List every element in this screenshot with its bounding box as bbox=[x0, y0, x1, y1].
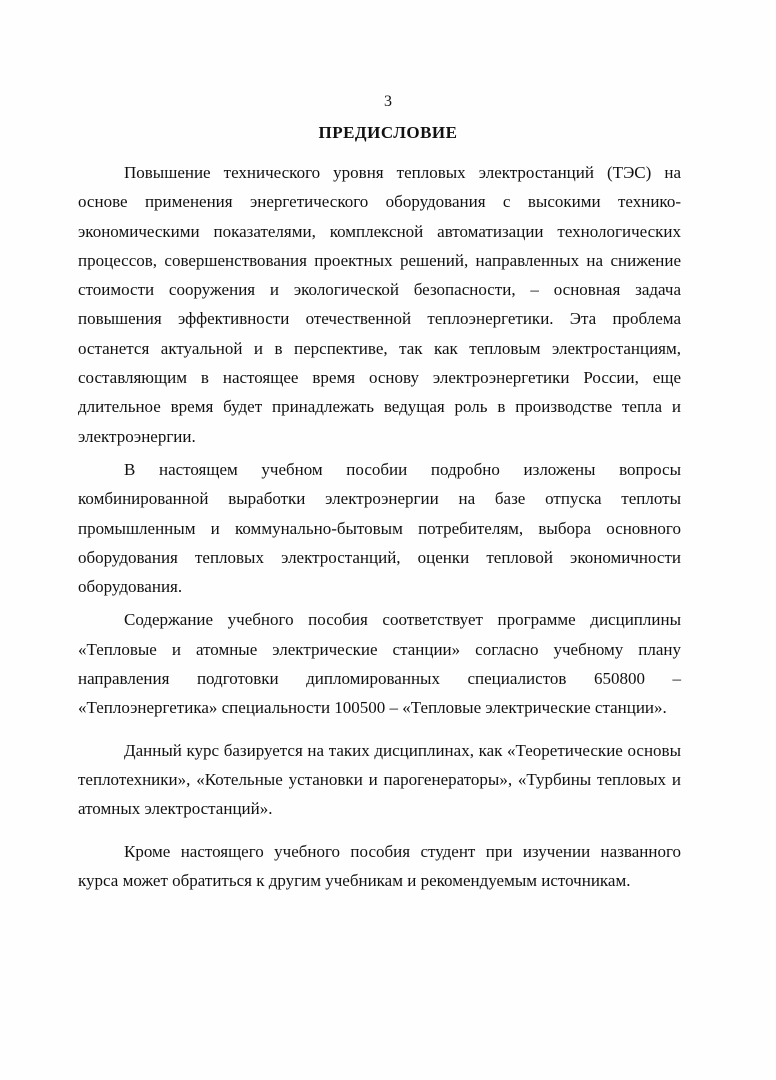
document-body bbox=[78, 158, 681, 895]
page-title: ПРЕДИСЛОВИЕ bbox=[318, 123, 458, 142]
page-number: 3 bbox=[384, 93, 392, 110]
paragraph-2: В настоящем учебном пособии подробно изложены вопросы комбинированной выработки электроэнергии на базе отпуска теплоты промышленным и коммунально-бытовым потребителям, выбора основного оборудования тепловых электростанций, оценки тепловой экономичности оборудования. bbox=[78, 459, 681, 597]
paragraph-5: Кроме настоящего учебного пособия студент при изучении названного курса может обратиться к другим учебникам и рекомендуемым источникам. bbox=[78, 841, 681, 890]
paragraph-4: Данный курс базируется на таких дисциплинах, как «Теоретические основы теплотехники», «Котельные установки и парогенераторы», «Турбины тепловых и атомных электростанций». bbox=[78, 740, 681, 819]
paragraph-3: Содержание учебного пособия соответствует программе дисциплины «Тепловые и атомные электрические станции» согласно учебному плану направления подготовки дипломированных специалистов 650800 – «Теплоэнергетика» специальности 100500 – «Тепловые электрические станции». bbox=[78, 610, 681, 718]
paragraph-1: Повышение технического уровня тепловых электростанций (ТЭС) на основе применения энергетического оборудования с высокими технико-экономическими показателями, комплексной автоматизации технологических процессов, совершенствования проектных решений, направленных на снижение стоимости сооружения и экологической безопасности, – основная задача повышения эффективности отечественной теплоэнергетики. Эта проблема останется актуальной и в перспективе, так как тепловым электростанциям, составляющим в настоящее время основу электроэнергетики России, еще длительное время будет принадлежать ведущая роль в производстве тепла и электроэнергии. bbox=[78, 163, 681, 446]
